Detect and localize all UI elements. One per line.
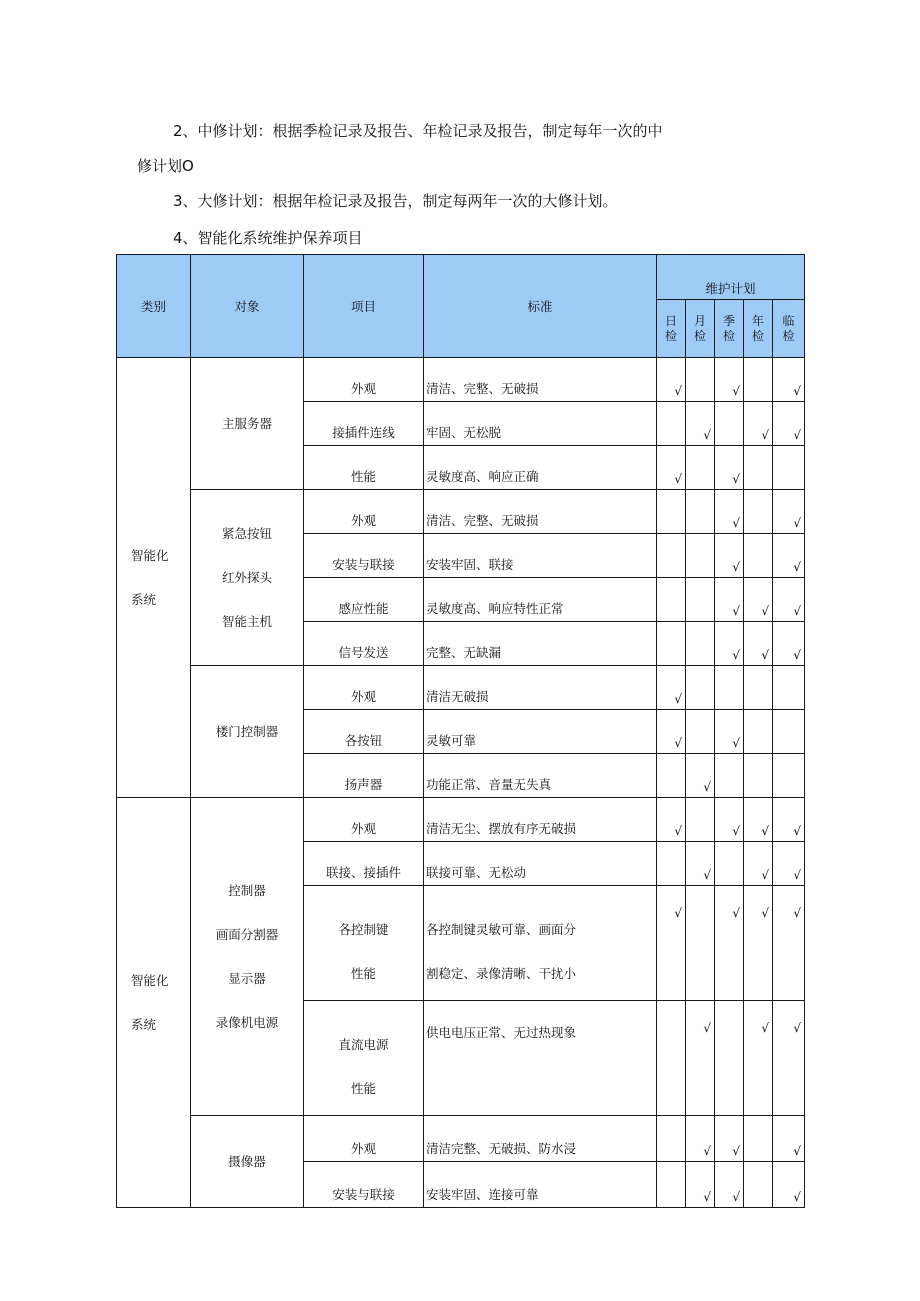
standard-cell (424, 1162, 657, 1208)
standard-text: 灵敏可靠 (426, 733, 477, 748)
item-text: 感应性能 (338, 601, 389, 616)
check-cell (686, 490, 715, 534)
standard-cell (424, 1001, 657, 1116)
check-mark-icon: √ (732, 906, 740, 920)
header-freq-1 (686, 300, 715, 358)
item-text: 性能 (350, 966, 376, 981)
check-mark-icon: √ (674, 906, 682, 920)
item-cell (304, 798, 424, 842)
item-text: 信号发送 (338, 645, 389, 660)
standard-cell (424, 842, 657, 886)
table-body (117, 358, 805, 1208)
check-mark-icon: √ (793, 560, 801, 574)
check-cell (657, 402, 686, 446)
check-cell (715, 886, 744, 1001)
standard-text: 清洁无尘、摆放有序无破损 (426, 821, 577, 836)
check-cell (773, 1001, 805, 1116)
standard-cell (424, 578, 657, 622)
standard-cell (424, 666, 657, 710)
header-object: 对象 (191, 255, 304, 358)
check-cell (715, 534, 744, 578)
check-mark-icon: √ (761, 868, 769, 882)
check-cell (715, 446, 744, 490)
check-cell (657, 358, 686, 402)
check-cell (686, 1162, 715, 1208)
item-text: 外观 (350, 689, 376, 704)
check-cell (657, 886, 686, 1001)
check-cell (686, 886, 715, 1001)
check-cell (686, 622, 715, 666)
check-mark-icon: √ (703, 868, 711, 882)
object-cell (191, 1116, 304, 1208)
check-mark-icon: √ (793, 824, 801, 838)
object-name: 控制器 (228, 882, 266, 898)
check-mark-icon: √ (761, 428, 769, 442)
item-text: 接插件连线 (332, 425, 395, 440)
item-text: 直流电源 (338, 1037, 389, 1052)
check-cell (686, 798, 715, 842)
check-mark-icon: √ (732, 824, 740, 838)
check-mark-icon: √ (732, 1190, 740, 1204)
check-cell (773, 886, 805, 1001)
check-cell (773, 710, 805, 754)
header-freq-char: 检 (751, 328, 764, 343)
standard-cell (424, 490, 657, 534)
check-cell (657, 666, 686, 710)
check-cell (657, 798, 686, 842)
check-cell (773, 402, 805, 446)
standard-cell (424, 710, 657, 754)
item-text: 外观 (350, 1141, 376, 1156)
standard-text: 各控制键灵敏可靠、画面分 (426, 922, 577, 937)
check-mark-icon: √ (674, 472, 682, 486)
standard-text: 清洁、完整、无破损 (426, 381, 539, 396)
check-cell (686, 754, 715, 798)
item-text: 外观 (350, 821, 376, 836)
header-freq-char: 检 (664, 328, 677, 343)
check-cell (657, 622, 686, 666)
check-mark-icon: √ (793, 868, 801, 882)
item-cell (304, 842, 424, 886)
standard-text: 牢固、无松脱 (426, 425, 502, 440)
check-cell (773, 754, 805, 798)
check-cell (773, 578, 805, 622)
check-cell (715, 710, 744, 754)
check-cell (744, 754, 773, 798)
category-text: 系统 (131, 1016, 157, 1032)
check-cell (744, 402, 773, 446)
check-mark-icon: √ (703, 428, 711, 442)
standard-cell (424, 1116, 657, 1162)
check-cell (686, 710, 715, 754)
check-cell (744, 1001, 773, 1116)
check-cell (715, 1116, 744, 1162)
header-freq-char: 检 (722, 328, 735, 343)
table-row (117, 490, 805, 534)
check-cell (686, 666, 715, 710)
check-mark-icon: √ (674, 824, 682, 838)
object-cell (191, 798, 304, 1116)
check-mark-icon: √ (732, 560, 740, 574)
check-cell (744, 710, 773, 754)
check-cell (657, 754, 686, 798)
item-cell (304, 490, 424, 534)
check-mark-icon: √ (732, 472, 740, 486)
object-cell (191, 490, 304, 666)
header-freq-3 (744, 300, 773, 358)
object-name: 智能主机 (221, 613, 272, 629)
check-mark-icon: √ (674, 384, 682, 398)
header-standard: 标准 (424, 255, 657, 358)
standard-text: 清洁无破损 (426, 689, 489, 704)
check-cell (686, 402, 715, 446)
check-cell (744, 1116, 773, 1162)
check-cell (773, 490, 805, 534)
table-row (117, 358, 805, 402)
check-cell (715, 358, 744, 402)
check-cell (686, 1001, 715, 1116)
item-text: 扬声器 (344, 777, 383, 792)
check-mark-icon: √ (732, 516, 740, 530)
check-cell (657, 710, 686, 754)
check-cell (715, 754, 744, 798)
item-text: 外观 (350, 381, 376, 396)
category-cell (117, 798, 191, 1208)
check-cell (744, 358, 773, 402)
check-cell (657, 842, 686, 886)
item-text: 性能 (350, 469, 376, 484)
header-freq-char: 日 (664, 313, 677, 328)
check-cell (773, 666, 805, 710)
item-text: 安装与联接 (332, 557, 395, 572)
object-name: 主服务器 (221, 415, 272, 431)
check-mark-icon: √ (674, 692, 682, 706)
header-category: 类别 (117, 255, 191, 358)
check-cell (744, 886, 773, 1001)
check-cell (657, 534, 686, 578)
header-freq-char: 月 (693, 313, 706, 328)
standard-cell (424, 754, 657, 798)
check-cell (686, 842, 715, 886)
check-mark-icon: √ (793, 1144, 801, 1158)
item-text: 各控制键 (338, 922, 389, 937)
table-header (117, 255, 805, 358)
item-cell (304, 534, 424, 578)
check-cell (686, 578, 715, 622)
header-freq-char: 年 (751, 313, 764, 328)
check-cell (715, 402, 744, 446)
table-row (117, 798, 805, 842)
standard-text: 清洁完整、无破损、防水浸 (426, 1141, 577, 1156)
check-mark-icon: √ (703, 780, 711, 794)
check-mark-icon: √ (793, 516, 801, 530)
check-cell (744, 666, 773, 710)
maintenance-table (116, 254, 805, 1208)
header-item: 项目 (304, 255, 424, 358)
check-cell (773, 1116, 805, 1162)
check-cell (744, 578, 773, 622)
header-plan: 维护计划 (657, 255, 805, 300)
check-mark-icon: √ (732, 648, 740, 662)
check-cell (744, 798, 773, 842)
check-cell (773, 446, 805, 490)
check-mark-icon: √ (703, 1144, 711, 1158)
check-cell (686, 1116, 715, 1162)
item-cell (304, 578, 424, 622)
category-text: 智能化 (131, 972, 169, 988)
item-cell (304, 1162, 424, 1208)
standard-text: 安装牢固、连接可靠 (426, 1187, 539, 1202)
check-mark-icon: √ (761, 824, 769, 838)
check-cell (657, 1116, 686, 1162)
check-cell (715, 666, 744, 710)
check-mark-icon: √ (732, 604, 740, 618)
check-mark-icon: √ (793, 648, 801, 662)
check-cell (715, 1001, 744, 1116)
standard-text: 功能正常、音量无失真 (426, 777, 552, 792)
standard-cell (424, 446, 657, 490)
standard-text: 完整、无缺漏 (426, 645, 502, 660)
header-freq-char: 季 (722, 313, 735, 328)
standard-text: 清洁、完整、无破损 (426, 513, 539, 528)
header-freq-char: 检 (693, 328, 706, 343)
standard-text: 供电电压正常、无过热现象 (426, 1025, 577, 1040)
check-cell (744, 622, 773, 666)
check-mark-icon: √ (732, 736, 740, 750)
check-cell (657, 446, 686, 490)
item-text: 性能 (350, 1081, 376, 1096)
item-cell (304, 666, 424, 710)
header-freq-char: 临 (782, 313, 795, 328)
check-cell (686, 534, 715, 578)
paragraph-medium-repair-cont: 修计划O (137, 157, 194, 175)
check-cell (744, 446, 773, 490)
check-cell (686, 446, 715, 490)
item-cell (304, 358, 424, 402)
item-text: 各按钮 (344, 733, 383, 748)
item-text: 安装与联接 (332, 1187, 395, 1202)
check-cell (715, 842, 744, 886)
item-cell (304, 710, 424, 754)
item-cell (304, 886, 424, 1001)
check-mark-icon: √ (761, 1021, 769, 1035)
header-freq-4 (773, 300, 805, 358)
check-cell (773, 842, 805, 886)
object-name: 显示器 (228, 970, 266, 986)
check-cell (657, 1001, 686, 1116)
header-freq-2 (715, 300, 744, 358)
check-cell (686, 358, 715, 402)
header-freq-char: 检 (782, 328, 795, 343)
category-text: 智能化 (131, 547, 169, 563)
object-name: 摄像器 (228, 1153, 266, 1169)
check-mark-icon: √ (732, 1144, 740, 1158)
check-cell (715, 1162, 744, 1208)
check-mark-icon: √ (793, 1021, 801, 1035)
check-cell (773, 358, 805, 402)
check-cell (773, 534, 805, 578)
check-mark-icon: √ (761, 604, 769, 618)
item-cell (304, 1001, 424, 1116)
check-mark-icon: √ (732, 384, 740, 398)
object-name: 录像机电源 (215, 1014, 279, 1030)
paragraph-major-repair: 3、大修计划：根据年检记录及报告，制定每两年一次的大修计划。 (173, 192, 618, 210)
check-cell (657, 1162, 686, 1208)
object-name: 紧急按钮 (221, 525, 272, 541)
check-cell (773, 798, 805, 842)
paragraph-medium-repair: 2、中修计划：根据季检记录及报告、年检记录及报告，制定每年一次的中 (173, 122, 663, 140)
standard-text: 割稳定、录像清晰、干扰小 (426, 966, 577, 981)
object-cell (191, 358, 304, 490)
check-cell (715, 578, 744, 622)
check-mark-icon: √ (793, 384, 801, 398)
item-cell (304, 446, 424, 490)
check-cell (773, 622, 805, 666)
category-cell (117, 358, 191, 798)
check-cell (773, 1162, 805, 1208)
item-cell (304, 622, 424, 666)
standard-text: 安装牢固、联接 (426, 557, 514, 572)
object-cell (191, 666, 304, 798)
check-cell (715, 490, 744, 534)
object-name: 红外探头 (221, 569, 272, 585)
object-name: 楼门控制器 (215, 723, 279, 739)
table-row (117, 666, 805, 710)
check-mark-icon: √ (674, 736, 682, 750)
standard-cell (424, 622, 657, 666)
check-mark-icon: √ (761, 906, 769, 920)
standard-text: 灵敏度高、响应正确 (426, 469, 539, 484)
check-cell (744, 534, 773, 578)
check-cell (657, 490, 686, 534)
check-cell (744, 490, 773, 534)
check-cell (715, 622, 744, 666)
standard-text: 灵敏度高、响应特性正常 (426, 601, 564, 616)
check-mark-icon: √ (761, 648, 769, 662)
check-mark-icon: √ (793, 604, 801, 618)
check-cell (657, 578, 686, 622)
paragraph-section-title: 4、智能化系统维护保养项目 (173, 229, 363, 247)
standard-cell (424, 358, 657, 402)
header-freq-0 (657, 300, 686, 358)
check-mark-icon: √ (703, 1190, 711, 1204)
check-mark-icon: √ (793, 428, 801, 442)
item-text: 外观 (350, 513, 376, 528)
item-cell (304, 1116, 424, 1162)
check-cell (744, 1162, 773, 1208)
check-mark-icon: √ (793, 906, 801, 920)
standard-cell (424, 798, 657, 842)
item-text: 联接、接插件 (325, 865, 401, 880)
category-text: 系统 (131, 591, 157, 607)
check-mark-icon: √ (793, 1190, 801, 1204)
object-name: 画面分割器 (215, 926, 279, 942)
item-cell (304, 402, 424, 446)
standard-cell (424, 886, 657, 1001)
standard-text: 联接可靠、无松动 (426, 865, 527, 880)
standard-cell (424, 534, 657, 578)
item-cell (304, 754, 424, 798)
check-mark-icon: √ (703, 1021, 711, 1035)
table-row (117, 1116, 805, 1162)
standard-cell (424, 402, 657, 446)
check-cell (744, 842, 773, 886)
check-cell (715, 798, 744, 842)
